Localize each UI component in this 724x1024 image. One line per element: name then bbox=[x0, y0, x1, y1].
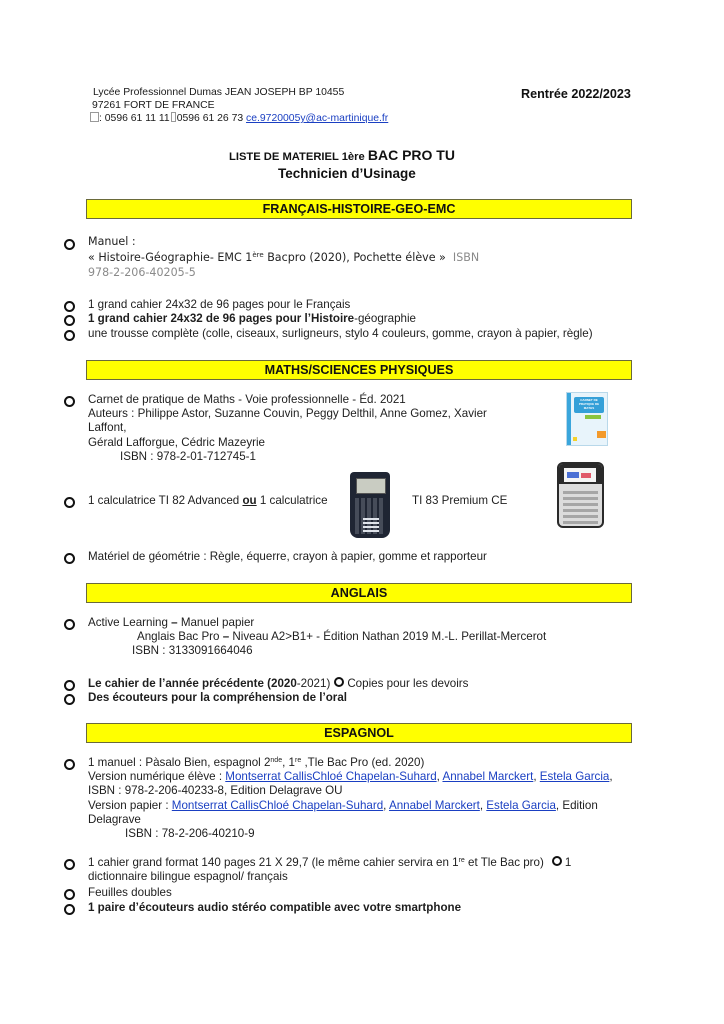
author-link-garcia[interactable]: Estela Garcia bbox=[539, 770, 610, 784]
cahier-esp-a: 1 cahier grand format 140 pages 21 X 29,7 (le même cahier servira en 1 bbox=[88, 856, 459, 869]
page-title bbox=[229, 147, 455, 163]
book-authors: Auteurs : Philippe Astor, Suzanne Couvin, Peggy Delthil, Anne Gomez, Xavier bbox=[88, 407, 487, 421]
version-numerique: Version numérique élève : Montserrat CallisChloé Chapelan-Suhard, Annabel Marckert, Estela Garcia, bbox=[88, 770, 613, 784]
calc-or: ou bbox=[242, 494, 257, 507]
book-isbn: ISBN : 978-2-01-712745-1 bbox=[120, 449, 256, 463]
list-item-feuilles: Feuilles doubles bbox=[88, 886, 172, 899]
list-item-geometry: Matériel de géométrie : Règle, équerre, crayon à papier, gomme et rapporteur bbox=[88, 550, 487, 563]
book-authors-cont2: Gérald Lafforgue, Cédric Mazeyrie bbox=[88, 435, 265, 449]
bullet-icon bbox=[64, 239, 75, 250]
manuel-title bbox=[88, 250, 479, 266]
ti82-calculator-image bbox=[350, 472, 390, 538]
al-b: Manuel papier bbox=[177, 616, 255, 629]
bullet-icon bbox=[64, 859, 75, 870]
section-heading-francais: FRANÇAIS-HISTOIRE-GEO-EMC bbox=[86, 199, 632, 219]
manuel-title-sup: ère bbox=[252, 250, 264, 259]
al-dash: – bbox=[171, 616, 178, 629]
list-item-maths-book bbox=[88, 393, 487, 464]
book-cover-orange bbox=[597, 431, 606, 438]
bullet-icon bbox=[552, 856, 562, 866]
al2-b: Niveau A2>B1+ - Édition Nathan 2019 M.-L. Perillat-Mercerot bbox=[229, 630, 547, 644]
book-cover-yellow bbox=[573, 437, 577, 441]
manuel-isbn: 978-2-206-40205-5 bbox=[88, 266, 196, 279]
author-link-marckert[interactable]: Annabel Marckert bbox=[442, 770, 534, 784]
al-a: Active Learning bbox=[88, 616, 172, 629]
pasalo-sup2: re bbox=[294, 757, 302, 764]
school-contact: : 0596 61 11 11 0596 61 26 73 ce.9720005y@ac-martinique.fr bbox=[90, 112, 388, 126]
pasalo-sup1: nde bbox=[270, 757, 283, 764]
active-learning-title bbox=[88, 616, 546, 630]
pasalo-title bbox=[88, 756, 613, 770]
cahier-esp-sup: re bbox=[458, 857, 465, 864]
book-title: Carnet de pratique de Maths - Voie professionnelle - Éd. 2021 bbox=[88, 393, 406, 406]
active-learning-details bbox=[88, 630, 546, 644]
list-item-bold: 1 grand cahier 24x32 de 96 pages pour l’Histoire bbox=[88, 312, 355, 325]
cahier-rest: -2021) bbox=[296, 677, 331, 690]
bullet-icon bbox=[64, 497, 75, 508]
bullet-icon bbox=[64, 680, 75, 691]
paper-edition-cont: Delagrave bbox=[88, 812, 141, 826]
cahier-bold: Le cahier de l’année précédente (2020 bbox=[88, 677, 297, 690]
school-year: Rentrée 2022/2023 bbox=[521, 87, 631, 101]
author-link-marckert[interactable]: Annabel Marckert bbox=[388, 798, 480, 812]
active-learning-isbn: ISBN : 3133091664046 bbox=[132, 644, 253, 658]
bullet-icon bbox=[64, 301, 75, 312]
calc-ti83-label: TI 83 Premium CE bbox=[412, 494, 508, 507]
bullet-icon bbox=[64, 759, 75, 770]
book-cover-green bbox=[585, 415, 601, 419]
list-item-active-learning bbox=[88, 616, 546, 659]
book-authors-cont: Laffont, bbox=[88, 421, 127, 435]
author-link-callis[interactable]: Montserrat CallisChloé Chapelan-Suhard bbox=[171, 798, 384, 812]
ti83-screen-plot2 bbox=[581, 473, 591, 478]
pasalo-c: ,Tle Bac Pro (ed. 2020) bbox=[301, 756, 425, 769]
phone-number: 0596 61 11 11 bbox=[104, 113, 170, 125]
bullet-icon bbox=[334, 677, 344, 687]
author-link-garcia[interactable]: Estela Garcia bbox=[486, 798, 556, 812]
bullet-icon bbox=[64, 694, 75, 705]
manuel-title-a: « Histoire-Géographie- EMC 1 bbox=[88, 250, 253, 264]
bullet-icon bbox=[64, 330, 75, 341]
list-item-calculator bbox=[88, 494, 328, 508]
fax-icon bbox=[171, 112, 176, 122]
manuel-title-b: Bacpro (2020), Pochette élève » bbox=[263, 250, 446, 264]
bullet-icon bbox=[64, 889, 75, 900]
book-cover-image bbox=[566, 392, 608, 446]
list-item-manuel-espagnol bbox=[88, 756, 613, 841]
bullet-icon bbox=[64, 553, 75, 564]
phone-icon bbox=[90, 112, 99, 122]
book-cover-title-text: CARNET DE PRATIQUE DE MATHS bbox=[578, 398, 600, 410]
list-item-cahier-precedent bbox=[88, 677, 468, 691]
section-heading-maths: MATHS/SCIENCES PHYSIQUES bbox=[86, 360, 632, 380]
section-heading-anglais: ANGLAIS bbox=[86, 583, 632, 603]
manuel-label: Manuel : bbox=[88, 235, 136, 248]
school-address bbox=[93, 87, 388, 126]
cahier-esp-c: 1 bbox=[564, 856, 572, 869]
list-item: une trousse complète (colle, ciseaux, surligneurs, stylo 4 couleurs, gomme, crayon à papier, règle) bbox=[88, 327, 593, 340]
book-cover-band bbox=[567, 393, 571, 445]
num-isbn: ISBN : 978-2-206-40233-8, Edition Delagrave OU bbox=[88, 784, 343, 798]
copies-devoirs: Copies pour les devoirs bbox=[347, 677, 469, 690]
list-item: 1 grand cahier 24x32 de 96 pages pour le Français bbox=[88, 298, 351, 311]
author-link-callis[interactable]: Montserrat CallisChloé Chapelan-Suhard bbox=[225, 770, 437, 784]
list-item-cahier-espagnol bbox=[88, 856, 571, 884]
calc-text-b: 1 calculatrice bbox=[256, 494, 328, 507]
paper-edition: , Edition bbox=[555, 798, 598, 812]
bullet-icon bbox=[64, 315, 75, 326]
list-item-ecouteurs: Des écouteurs pour la compréhension de l’oral bbox=[88, 691, 347, 704]
pasalo-b: , 1 bbox=[282, 756, 295, 769]
num-label: Version numérique élève : bbox=[88, 770, 226, 784]
bullet-icon bbox=[64, 619, 75, 630]
calc-text-a: 1 calculatrice TI 82 Advanced bbox=[88, 494, 243, 507]
manuel-isbn-label: ISBN bbox=[452, 250, 480, 264]
title-part-b: BAC PRO TU bbox=[367, 147, 455, 163]
al2-a: Anglais Bac Pro bbox=[137, 630, 223, 644]
page-subtitle: Technicien d’Usinage bbox=[278, 166, 416, 181]
al2-dash: – bbox=[222, 630, 230, 644]
ti83-screen bbox=[564, 468, 596, 482]
pasalo-a: 1 manuel : Pàsalo Bien, espagnol 2 bbox=[88, 756, 271, 769]
ti82-keys-white bbox=[363, 516, 379, 532]
school-city: 97261 FORT DE FRANCE bbox=[92, 99, 215, 111]
school-name: Lycée Professionnel Dumas JEAN JOSEPH BP 10455 bbox=[93, 87, 345, 98]
list-item bbox=[88, 312, 416, 326]
title-part-a: LISTE DE MATERIEL 1ère bbox=[229, 151, 368, 163]
ti83-calculator-image bbox=[557, 462, 604, 528]
paper-isbn: ISBN : 78-2-206-40210-9 bbox=[125, 827, 255, 841]
bullet-icon bbox=[64, 396, 75, 407]
email-link[interactable]: ce.9720005y@ac-martinique.fr bbox=[246, 113, 389, 125]
paper-label: Version papier : bbox=[88, 798, 172, 812]
ti83-screen-plot bbox=[567, 472, 579, 478]
section-heading-espagnol: ESPAGNOL bbox=[86, 723, 632, 743]
ti82-screen bbox=[356, 478, 386, 494]
list-item-manuel bbox=[88, 234, 479, 281]
fax-number: 0596 61 26 73 bbox=[176, 113, 244, 125]
version-papier: Version papier : Montserrat CallisChloé Chapelan-Suhard, Annabel Marckert, Estela Garcia, Edition bbox=[88, 798, 598, 812]
cahier-esp-b: et Tle Bac pro) bbox=[464, 856, 544, 869]
list-item-ecouteurs-espagnol: 1 paire d’écouteurs audio stéréo compatible avec votre smartphone bbox=[88, 901, 462, 914]
list-item-rest: -géographie bbox=[354, 312, 417, 325]
bullet-icon bbox=[64, 904, 75, 915]
dictionnaire: dictionnaire bilingue espagnol/ français bbox=[88, 870, 288, 884]
ti83-keys bbox=[563, 488, 598, 524]
